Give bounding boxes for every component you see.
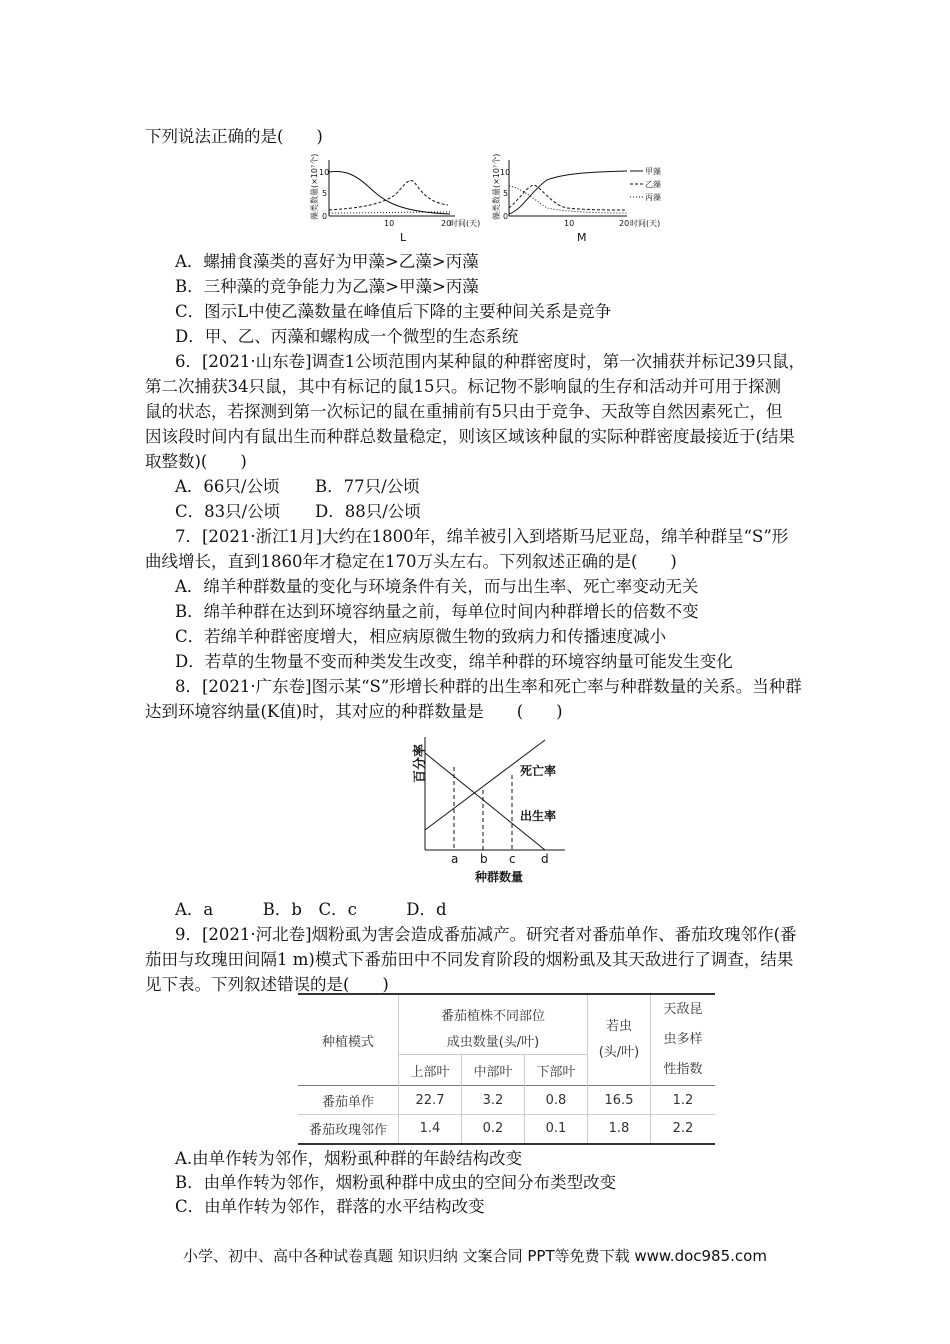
fig-M-legend-yi: 乙藻 — [645, 180, 661, 189]
fig8-tick-c: c — [509, 852, 516, 866]
q7-option-a: A．绵羊种群数量的变化与环境条件有关，而与出生率、死亡率变动无关 — [175, 577, 699, 596]
q9-table — [298, 993, 715, 1145]
table-cell: 0.8 — [525, 1086, 588, 1115]
fig8-ylabel: 百分率 — [413, 743, 428, 783]
q9-option-a: A.由单作转为邻作，烟粉虱种群的年龄结构改变 — [175, 1149, 523, 1168]
q6-option-a: A．66只/公顷 — [175, 477, 280, 496]
fig-L-caption: L — [400, 231, 407, 244]
fig-M-curve-yi — [509, 185, 627, 210]
table-cell: 1.2 — [672, 1092, 694, 1108]
q6-line-3: 鼠的状态，若探测到第一次标记的鼠在重捕前有5只由于竞争、天敌等自然因素死亡，但 — [145, 402, 783, 421]
q5-option-a: A．螺捕食藻类的喜好为甲藻>乙藻>丙藻 — [175, 252, 479, 271]
q7-option-b: B．绵羊种群在达到环境容纳量之前，每单位时间内种群增长的倍数不变 — [175, 602, 699, 621]
table-cell: 番茄玫瑰邻作 — [298, 1115, 399, 1144]
table-cell: 2.2 — [672, 1121, 694, 1137]
fig8-tick-b: b — [480, 852, 488, 866]
q9-option-b: B．由单作转为邻作，烟粉虱种群中成虫的空间分布类型改变 — [175, 1173, 617, 1192]
table-subheader-lower: 下部叶 — [525, 1055, 588, 1086]
table-row — [298, 1115, 715, 1144]
q6-options-row-2 — [175, 501, 421, 523]
table-header-nymph: 若虫 (头/叶) — [588, 994, 651, 1086]
fig-L-ytick-0: 0 — [322, 212, 328, 221]
q6-option-c: C．83只/公顷 — [175, 502, 281, 521]
q9-option-c: C．由单作转为邻作，群落的水平结构改变 — [175, 1197, 485, 1216]
q5-stem: 下列说法正确的是( ) — [145, 127, 323, 146]
q6-line-2: 第二次捕获34只鼠，其中有标记的鼠15只。标记物不影响鼠的生存和活动并可用于探测 — [145, 377, 781, 396]
fig8-tick-a: a — [451, 852, 459, 866]
q6-option-d: D．88只/公顷 — [315, 502, 421, 521]
table-cell: 22.7 — [399, 1086, 462, 1115]
table-header-mode: 种植模式 — [298, 994, 399, 1086]
table-subheader-middle: 中部叶 — [462, 1055, 525, 1086]
fig-M-caption: M — [577, 231, 587, 244]
fig-M-legend-jia: 甲藻 — [645, 167, 661, 176]
q6-line-1: 6．[2021·山东卷]调查1公顷范围内某种鼠的种群密度时，第一次捕获并标记39只鼠， — [175, 352, 806, 371]
figure-L — [300, 150, 480, 245]
q9-line-3: 见下表。下列叙述错误的是( ) — [145, 975, 389, 994]
q7-line-2: 曲线增长，直到1860年才稳定在170万头左右。下列叙述正确的是( ) — [145, 552, 677, 571]
q7-line-1: 7．[2021·浙江1月]大约在1800年，绵羊被引入到塔斯马尼亚岛，绵羊种群呈“S”形 — [175, 527, 789, 546]
q6-option-b: B．77只/公顷 — [315, 477, 420, 496]
figure-birth-death-rate — [395, 725, 595, 890]
fig-M-xlabel: 时间(天) — [630, 219, 661, 228]
figure-M — [487, 150, 682, 245]
q6-options-row-1 — [175, 476, 420, 498]
table-header-group-2: 成虫数量(头/叶) — [399, 1027, 588, 1055]
q9-line-2: 茄田与玫瑰田间隔1 m)模式下番茄田中不同发育阶段的烟粉虱及其天敌进行了调查，结果 — [145, 950, 794, 969]
fig-M-xtick-20: 20 — [619, 219, 630, 228]
fig-M-ytick-5: 5 — [503, 189, 509, 198]
table-cell: 16.5 — [588, 1086, 651, 1115]
table-cell: 3.2 — [462, 1086, 525, 1115]
table-subheader-upper: 上部叶 — [399, 1055, 462, 1086]
fig-M-ytick-10: 10 — [500, 168, 511, 177]
table-header-enemy: 天敌昆 虫多样 性指数 — [663, 1002, 703, 1077]
fig8-birth-label: 出生率 — [520, 809, 557, 823]
fig-L-xtick-10: 10 — [384, 219, 395, 228]
fig-M-xtick-10: 10 — [564, 219, 575, 228]
table-cell: 1.8 — [588, 1115, 651, 1144]
q8-options: A．a B．b C．c D．d — [175, 900, 447, 919]
fig-M-ylabel: 藻类数量(×10⁷个) — [492, 153, 501, 220]
fig8-tick-d: d — [541, 852, 549, 866]
fig-L-curve-yi — [329, 180, 448, 210]
fig8-death-label: 死亡率 — [520, 764, 557, 778]
page-footer: 小学、初中、高中各种试卷真题 知识归纳 文案合同 PPT等免费下载 www.doc985.com — [183, 1247, 767, 1265]
q8-line-1: 8．[2021·广东卷]图示某“S”形增长种群的出生率和死亡率与种群数量的关系。当种群 — [175, 677, 802, 696]
table-cell: 1.4 — [399, 1115, 462, 1144]
q5-option-b: B．三种藻的竞争能力为乙藻>甲藻>丙藻 — [175, 277, 479, 296]
q5-option-d: D．甲、乙、丙藻和螺构成一个微型的生态系统 — [175, 327, 519, 346]
fig-M-legend-bing: 丙藻 — [645, 193, 661, 202]
q9-line-1: 9．[2021·河北卷]烟粉虱为害会造成番茄减产。研究者对番茄单作、番茄玫瑰邻作(番 — [175, 925, 797, 944]
q6-line-5: 取整数)( ) — [145, 452, 247, 471]
table-cell: 0.1 — [525, 1115, 588, 1144]
table-cell: 番茄单作 — [298, 1086, 399, 1115]
fig-M-ytick-0: 0 — [503, 212, 509, 221]
fig-M-curve-jia — [509, 171, 627, 214]
table-header-group: 番茄植株不同部位 — [399, 994, 588, 1027]
q7-option-c: C．若绵羊种群密度增大，相应病原微生物的致病力和传播速度减小 — [175, 627, 667, 646]
fig-L-xtick-20: 20 — [441, 219, 452, 228]
fig-L-xlabel: 时间(天) — [450, 219, 480, 228]
table-cell: 0.2 — [462, 1115, 525, 1144]
fig-L-ylabel: 藻类数量(×10⁷个) — [310, 153, 319, 220]
q5-option-c: C．图示L中使乙藻数量在峰值后下降的主要种间关系是竞争 — [175, 302, 612, 321]
q8-line-2: 达到环境容纳量(K值)时，其对应的种群数量是 ( ) — [145, 702, 563, 721]
fig8-xlabel: 种群数量 — [475, 870, 524, 884]
fig-L-ytick-10: 10 — [319, 168, 330, 177]
q7-option-d: D．若草的生物量不变而种类发生改变，绵羊种群的环境容纳量可能发生变化 — [175, 652, 733, 671]
fig-L-curve-jia — [329, 172, 450, 214]
table-row — [298, 1086, 715, 1115]
q6-line-4: 因该段时间内有鼠出生而种群总数量稳定，则该区域该种鼠的实际种群密度最接近于(结果 — [145, 427, 795, 446]
fig-L-ytick-5: 5 — [322, 189, 328, 198]
